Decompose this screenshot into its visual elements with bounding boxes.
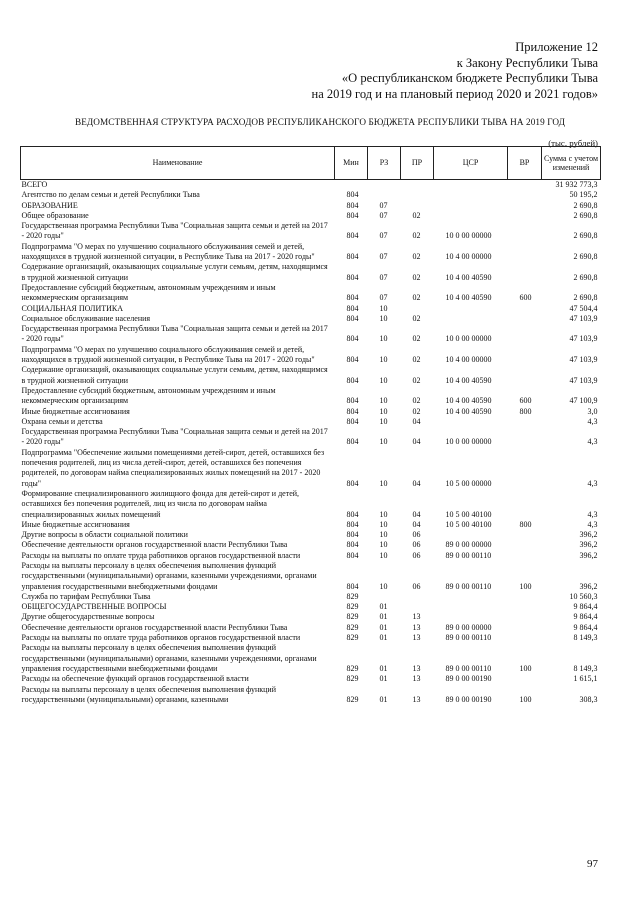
cell-sum: 47 103,9: [569, 313, 598, 323]
cell-csr: [434, 530, 508, 540]
cell-name: ОБРАЗОВАНИЕ: [21, 200, 78, 210]
column-header-name: Наименование: [21, 147, 335, 180]
cell-sum: 9 864,4: [573, 612, 598, 622]
cell-vr: [508, 221, 542, 242]
cell-pr: [401, 180, 434, 191]
cell-min: 804: [346, 437, 359, 447]
cell-min: 829: [346, 612, 359, 622]
cell-vr: [508, 201, 542, 211]
cell-pr: [401, 190, 434, 200]
cell-name: Другие вопросы в области социальной политики: [21, 530, 188, 540]
table-header-row: [21, 147, 601, 180]
cell-name: Обеспечение деятельности органов государственной власти Республики Тыва: [21, 622, 288, 632]
cell-name: Расходы на выплаты персоналу в целях обеспечения выполнения функций государственными (муниципальными) органами, казенными учреждениями, органами управления государственными внебюджетными фондами: [21, 643, 317, 673]
cell-vr: 100: [519, 694, 532, 704]
cell-rz: 07: [379, 210, 388, 220]
cell-name: Расходы на выплаты персоналу в целях обеспечения выполнения функций государственными (муниципальными) органами, казенными учреждениями, органами управления государственными внебюджетными фондами: [21, 560, 317, 591]
cell-vr: [508, 314, 542, 324]
cell-csr: [434, 417, 508, 427]
cell-vr: [508, 417, 542, 427]
table-row: [21, 674, 601, 684]
cell-min: 804: [346, 375, 359, 385]
cell-csr: 10 4 00 00000: [445, 252, 492, 262]
cell-rz: 01: [379, 694, 388, 704]
cell-min: [335, 180, 368, 191]
cell-vr: [508, 612, 542, 622]
cell-rz: 07: [379, 272, 388, 282]
cell-sum: 9 864,4: [573, 602, 598, 612]
cell-name: Социальное обслуживание населения: [21, 313, 151, 323]
cell-csr: 89 0 00 00000: [445, 540, 492, 550]
cell-name: Государственная программа Республики Тыва "Социальная защита семьи и детей на 2017 - 2020 годы": [21, 427, 328, 447]
cell-name: Подпрограмма "Обеспечение жилыми помещениями детей-сирот, детей, оставшихся без попечения родителей, лиц из числа детей-сирот, детей, оставшихся без попечения родителей, по договорам найма специализированных жилых помещений на 2017 - 2020 годы": [21, 447, 325, 488]
cell-csr: [434, 314, 508, 324]
cell-pr: 13: [412, 612, 421, 622]
cell-rz: 10: [379, 581, 388, 591]
cell-csr: 89 0 00 00190: [445, 694, 492, 704]
cell-sum: 396,2: [579, 581, 598, 591]
cell-sum: 396,2: [579, 540, 598, 550]
cell-pr: 13: [412, 694, 421, 704]
table-row: [21, 283, 601, 304]
appendix-line: Приложение 12: [515, 40, 598, 54]
cell-name: Государственная программа Республики Тыва "Социальная защита семьи и детей на 2017 - 2020 годы": [21, 324, 328, 344]
table-row: [21, 530, 601, 540]
cell-rz: 01: [379, 633, 388, 643]
cell-pr: 02: [412, 375, 421, 385]
cell-rz: 10: [379, 303, 388, 313]
cell-csr: [434, 592, 508, 602]
cell-min: 804: [346, 303, 359, 313]
cell-vr: [508, 190, 542, 200]
cell-csr: [434, 180, 508, 191]
cell-csr: 89 0 00 00000: [445, 622, 492, 632]
table-row: [21, 448, 601, 489]
cell-pr: 02: [412, 210, 421, 220]
cell-pr: 02: [412, 334, 421, 344]
cell-name: Охрана семьи и детства: [21, 416, 103, 426]
cell-min: 804: [346, 272, 359, 282]
cell-sum: 8 149,3: [573, 663, 598, 673]
cell-pr: 13: [412, 633, 421, 643]
cell-name: Расходы на выплаты по оплате труда работников органов государственной власти: [21, 633, 301, 643]
cell-name: Предоставление субсидий бюджетным, автономным учреждениям и иным некоммерческим организациям: [21, 385, 276, 406]
cell-min: 804: [346, 396, 359, 406]
cell-name: Содержание организаций, оказывающих социальные услуги семьям, детям, находящимся в трудной жизненной ситуации: [21, 365, 328, 385]
table-row: [21, 592, 601, 602]
cell-csr: 89 0 00 00110: [445, 663, 492, 673]
cell-csr: 10 4 00 40590: [445, 396, 492, 406]
cell-name: Формирование специализированного жилищного фонда для детей-сирот и детей, оставшихся без попечения родителей, лиц из числа по договорам найма специализированных жилых помещений: [21, 488, 300, 519]
table-row: [21, 201, 601, 211]
cell-vr: [508, 540, 542, 550]
cell-csr: [434, 211, 508, 221]
cell-name: Подпрограмма "О мерах по улучшению социального обслуживания семей и детей, находящихся в трудной жизненной ситуации, в Республике Тыва на 2017 - 2020 годы": [21, 344, 315, 365]
cell-vr: [508, 633, 542, 643]
cell-min: 804: [346, 200, 359, 210]
cell-csr: [434, 304, 508, 314]
cell-pr: 04: [412, 437, 421, 447]
cell-vr: 600: [519, 396, 532, 406]
cell-name: Другие общегосударственные вопросы: [21, 612, 155, 622]
table-row: [21, 417, 601, 427]
cell-csr: 10 5 00 40100: [445, 509, 492, 519]
table-row: [21, 262, 601, 283]
cell-vr: [508, 623, 542, 633]
cell-vr: [508, 304, 542, 314]
cell-min: 804: [346, 313, 359, 323]
cell-pr: 13: [412, 622, 421, 632]
cell-pr: 02: [412, 252, 421, 262]
cell-sum: 8 149,3: [573, 633, 598, 643]
cell-vr: [508, 602, 542, 612]
cell-pr: 02: [412, 272, 421, 282]
cell-csr: 10 4 00 00000: [445, 355, 492, 365]
cell-rz: 07: [379, 200, 388, 210]
cell-pr: 04: [412, 478, 421, 488]
table-row: [21, 612, 601, 622]
cell-vr: [508, 324, 542, 345]
cell-pr: [401, 304, 434, 314]
cell-rz: 01: [379, 674, 388, 684]
cell-csr: 10 4 00 40590: [445, 406, 492, 416]
cell-vr: 100: [519, 581, 532, 591]
table-row: [21, 386, 601, 407]
table-row: [21, 643, 601, 674]
column-header-vr: ВР: [508, 147, 542, 180]
cell-rz: 10: [379, 416, 388, 426]
column-header-sum: Сумма с учетом изменений: [542, 147, 601, 180]
cell-csr: [434, 190, 508, 200]
units-label: (тыс. рублей): [548, 138, 598, 148]
cell-sum: 47 103,9: [569, 334, 598, 344]
cell-name: Иные бюджетные ассигнования: [21, 406, 130, 416]
column-header-min: Мин: [335, 147, 368, 180]
cell-pr: 04: [412, 416, 421, 426]
cell-name: Государственная программа Республики Тыва "Социальная защита семьи и детей на 2017 - 2020 годы": [21, 221, 328, 241]
cell-csr: 10 0 00 00000: [445, 437, 492, 447]
cell-min: 804: [346, 190, 359, 200]
cell-name: Расходы на обеспечение функций органов государственной власти: [21, 674, 249, 684]
cell-rz: [368, 190, 401, 200]
appendix-line: к Закону Республики Тыва: [456, 55, 598, 70]
cell-sum: 47 504,4: [569, 303, 598, 313]
cell-min: 804: [346, 581, 359, 591]
cell-rz: 07: [379, 252, 388, 262]
cell-vr: [508, 530, 542, 540]
cell-vr: [508, 365, 542, 386]
cell-pr: 13: [412, 674, 421, 684]
cell-sum: 47 103,9: [569, 355, 598, 365]
cell-min: 804: [346, 293, 359, 303]
cell-pr: 04: [412, 509, 421, 519]
cell-rz: 10: [379, 437, 388, 447]
cell-csr: 10 4 00 40590: [445, 272, 492, 282]
cell-rz: 10: [379, 540, 388, 550]
cell-name: Предоставление субсидий бюджетным, автономным учреждениям и иным некоммерческим организациям: [21, 282, 276, 303]
cell-csr: 89 0 00 00110: [445, 581, 492, 591]
appendix-header: [312, 40, 598, 102]
cell-min: 804: [346, 509, 359, 519]
cell-csr: 10 5 00 40100: [445, 519, 492, 529]
cell-min: 804: [346, 416, 359, 426]
table-row: [21, 242, 601, 263]
cell-rz: 10: [379, 313, 388, 323]
table-row: [21, 489, 601, 520]
cell-vr: [508, 674, 542, 684]
cell-name: Подпрограмма "О мерах по улучшению социального обслуживания семей и детей, находящихся в трудной жизненной ситуации, в Республике Тыва на 2017 - 2020 годы": [21, 241, 315, 262]
cell-rz: 10: [379, 478, 388, 488]
table-row: [21, 561, 601, 592]
cell-pr: 06: [412, 540, 421, 550]
table-row: [21, 520, 601, 530]
cell-name: ВСЕГО: [21, 180, 48, 189]
cell-min: 829: [346, 633, 359, 643]
cell-rz: 10: [379, 406, 388, 416]
column-header-pr: ПР: [401, 147, 434, 180]
cell-csr: 89 0 00 00110: [445, 550, 492, 560]
cell-vr: [508, 448, 542, 489]
cell-pr: [401, 592, 434, 602]
cell-rz: 10: [379, 396, 388, 406]
cell-csr: 10 4 00 40590: [445, 375, 492, 385]
cell-vr: [508, 262, 542, 283]
cell-vr: 800: [519, 519, 532, 529]
appendix-line: на 2019 год и на плановый период 2020 и 2021 годов»: [311, 86, 598, 101]
cell-sum: 47 100,9: [569, 396, 598, 406]
cell-csr: 89 0 00 00110: [445, 633, 492, 643]
table-row: [21, 602, 601, 612]
cell-sum: 2 690,8: [573, 231, 598, 241]
cell-name: Расходы на выплаты персоналу в целях обеспечения выполнения функций государственными (муниципальными) органами, казенными: [21, 684, 276, 704]
cell-sum: 3,0: [587, 406, 598, 416]
appendix-line: «О республиканском бюджете Республики Тыва: [341, 71, 598, 85]
cell-rz: 10: [379, 519, 388, 529]
cell-min: 804: [346, 519, 359, 529]
cell-sum: 1 615,1: [573, 674, 598, 684]
table-row: [21, 345, 601, 366]
cell-csr: 10 0 00 00000: [445, 334, 492, 344]
cell-min: 829: [346, 622, 359, 632]
cell-name: Агентство по делам семьи и детей Республики Тыва: [21, 190, 200, 200]
cell-sum: 4,3: [587, 519, 598, 529]
table-row: [21, 304, 601, 314]
cell-rz: 07: [379, 231, 388, 241]
cell-csr: [434, 612, 508, 622]
cell-name: Обеспечение деятельности органов государственной власти Республики Тыва: [21, 540, 288, 550]
cell-pr: 06: [412, 550, 421, 560]
cell-rz: 10: [379, 355, 388, 365]
cell-sum: 396,2: [579, 530, 598, 540]
cell-name: Содержание организаций, оказывающих социальные услуги семьям, детям, находящимся в трудной жизненной ситуации: [21, 262, 328, 282]
table-row: [21, 221, 601, 242]
cell-sum: 31 932 773,3: [555, 180, 598, 189]
cell-vr: 800: [519, 406, 532, 416]
cell-sum: 308,3: [579, 694, 598, 704]
cell-sum: 2 690,8: [573, 252, 598, 262]
cell-min: 804: [346, 478, 359, 488]
cell-min: 804: [346, 550, 359, 560]
cell-sum: 4,3: [587, 437, 598, 447]
cell-min: 829: [346, 674, 359, 684]
cell-min: 804: [346, 210, 359, 220]
cell-vr: 100: [519, 663, 532, 673]
cell-sum: 396,2: [579, 550, 598, 560]
table-row: [21, 314, 601, 324]
cell-sum: 2 690,8: [573, 200, 598, 210]
cell-min: 804: [346, 355, 359, 365]
cell-vr: [508, 489, 542, 520]
cell-rz: [368, 180, 401, 191]
cell-min: 829: [346, 694, 359, 704]
cell-sum: 4,3: [587, 416, 598, 426]
table-row: [21, 540, 601, 550]
table-row: [21, 551, 601, 561]
cell-vr: [508, 211, 542, 221]
cell-min: 804: [346, 252, 359, 262]
cell-csr: 89 0 00 00190: [445, 674, 492, 684]
cell-min: 804: [346, 231, 359, 241]
cell-sum: 2 690,8: [573, 293, 598, 303]
table-body: [21, 180, 601, 706]
cell-rz: 01: [379, 612, 388, 622]
cell-rz: 10: [379, 550, 388, 560]
cell-vr: [508, 551, 542, 561]
cell-name: Служба по тарифам Республики Тыва: [21, 591, 151, 601]
cell-rz: [368, 592, 401, 602]
cell-sum: 9 864,4: [573, 622, 598, 632]
cell-csr: 10 5 00 00000: [445, 478, 492, 488]
cell-sum: 10 560,3: [569, 591, 598, 601]
cell-min: 829: [346, 602, 359, 612]
cell-min: 829: [346, 663, 359, 673]
cell-vr: [508, 242, 542, 263]
cell-rz: 10: [379, 530, 388, 540]
table-row: [21, 407, 601, 417]
cell-pr: 02: [412, 293, 421, 303]
cell-min: 804: [346, 540, 359, 550]
cell-sum: 4,3: [587, 478, 598, 488]
table-row: [21, 623, 601, 633]
cell-sum: 2 690,8: [573, 210, 598, 220]
cell-min: 829: [346, 591, 359, 601]
cell-sum: 50 195,2: [569, 190, 598, 200]
cell-vr: 600: [519, 293, 532, 303]
cell-csr: [434, 201, 508, 211]
cell-rz: 10: [379, 334, 388, 344]
cell-pr: 02: [412, 313, 421, 323]
table-row: [21, 633, 601, 643]
document-title: ВЕДОМСТВЕННАЯ СТРУКТУРА РАСХОДОВ РЕСПУБЛИКАНСКОГО БЮДЖЕТА РЕСПУБЛИКИ ТЫВА НА 2019 ГОД: [74, 117, 566, 127]
cell-min: 804: [346, 530, 359, 540]
cell-name: Иные бюджетные ассигнования: [21, 519, 130, 529]
cell-rz: 01: [379, 602, 388, 612]
cell-name: СОЦИАЛЬНАЯ ПОЛИТИКА: [21, 303, 123, 313]
cell-name: Расходы на выплаты по оплате труда работников органов государственной власти: [21, 550, 301, 560]
cell-pr: [401, 602, 434, 612]
cell-pr: [401, 201, 434, 211]
cell-min: 804: [346, 406, 359, 416]
cell-pr: 02: [412, 231, 421, 241]
budget-table: [20, 146, 601, 705]
cell-min: 804: [346, 334, 359, 344]
cell-csr: [434, 602, 508, 612]
column-header-csr: ЦСР: [434, 147, 508, 180]
cell-rz: 01: [379, 663, 388, 673]
cell-vr: [508, 427, 542, 448]
cell-pr: 13: [412, 663, 421, 673]
cell-vr: [508, 592, 542, 602]
cell-pr: 04: [412, 519, 421, 529]
page-number: 97: [587, 858, 598, 870]
cell-name: Общее образование: [21, 210, 89, 220]
table-row: [21, 211, 601, 221]
cell-rz: 01: [379, 622, 388, 632]
cell-sum: 47 103,9: [569, 375, 598, 385]
cell-pr: 06: [412, 581, 421, 591]
cell-pr: 02: [412, 355, 421, 365]
cell-sum: 2 690,8: [573, 272, 598, 282]
cell-csr: 10 0 00 00000: [445, 231, 492, 241]
cell-rz: 10: [379, 375, 388, 385]
cell-pr: 06: [412, 530, 421, 540]
cell-pr: 02: [412, 406, 421, 416]
table-row: [21, 324, 601, 345]
cell-vr: [508, 180, 542, 191]
table-row: [21, 427, 601, 448]
cell-csr: 10 4 00 40590: [445, 293, 492, 303]
column-header-rz: РЗ: [368, 147, 401, 180]
cell-name: ОБЩЕГОСУДАРСТВЕННЫЕ ВОПРОСЫ: [21, 602, 167, 612]
cell-sum: 4,3: [587, 509, 598, 519]
cell-vr: [508, 345, 542, 366]
table-row: [21, 180, 601, 191]
cell-rz: 07: [379, 293, 388, 303]
cell-rz: 10: [379, 509, 388, 519]
table-row: [21, 365, 601, 386]
table-row: [21, 190, 601, 200]
cell-pr: 02: [412, 396, 421, 406]
table-row: [21, 685, 601, 706]
